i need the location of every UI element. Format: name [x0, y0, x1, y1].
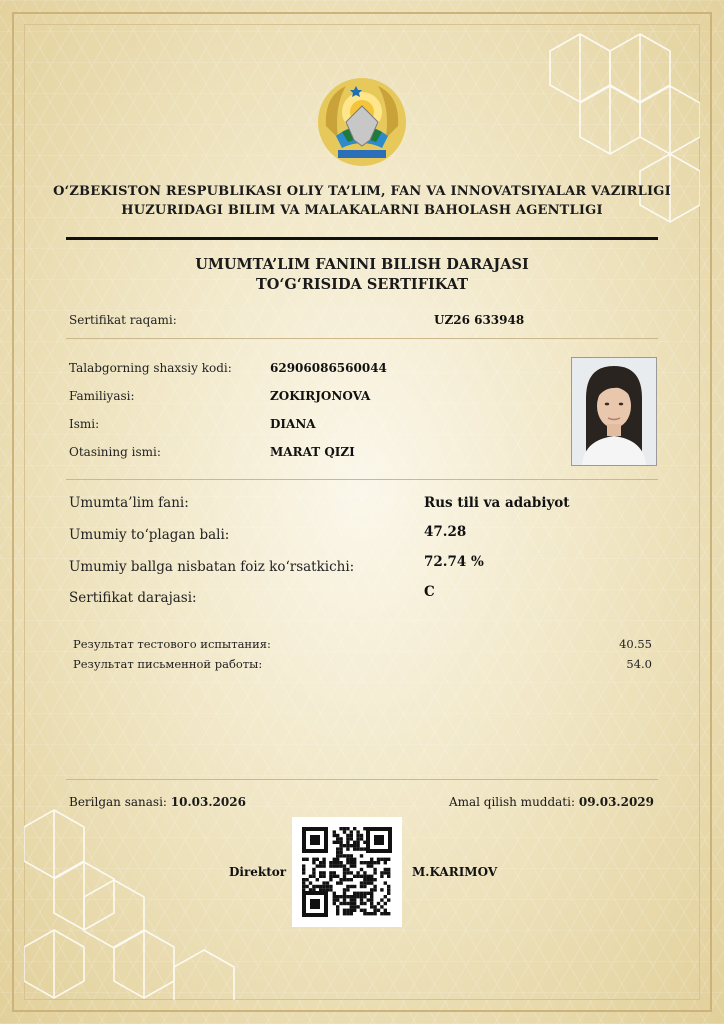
certificate-number-label: Sertifikat raqami: [69, 313, 177, 327]
issued-value: 10.03.2026 [170, 795, 246, 809]
level-label: Sertifikat darajasi: [69, 590, 197, 606]
test-result-label: Результат тестового испытания: [73, 637, 271, 651]
certificate-title-line-1: UMUMTA’LIM FANINI BILISH DARAJASI [195, 256, 529, 273]
pin-label: Talabgorning shaxsiy kodi: [69, 361, 232, 375]
qr-code-icon[interactable] [292, 817, 402, 927]
certificate-title-line-2: TO‘G‘RISIDA SERTIFIKAT [255, 276, 469, 293]
ministry-line-1: O‘ZBEKISTON RESPUBLIKASI OLIY TA’LIM, FAN VA INNOVATSIYALAR VAZIRLIGI [53, 184, 671, 199]
portrait-photo [571, 357, 657, 466]
valid-date [449, 795, 654, 809]
score-label: Umumiy to‘plagan bali: [69, 527, 230, 543]
percent-label: Umumiy ballga nisbatan foiz ko‘rsatkichi: [69, 559, 355, 575]
subject-label: Umumta’lim fani: [69, 495, 189, 511]
subject-value: Rus tili va adabiyot [424, 495, 570, 511]
patronymic-label: Otasining ismi: [69, 445, 161, 459]
ministry-line-2: HUZURIDAGI BILIM VA MALAKALARNI BAHOLASH AGENTLIGI [121, 203, 603, 218]
director-label: Direktor [229, 865, 287, 879]
valid-value: 09.03.2029 [578, 795, 654, 809]
surname-label: Familiyasi: [69, 389, 135, 403]
test-result-value: 40.55 [619, 637, 652, 651]
header-divider [66, 237, 658, 240]
state-emblem-icon [316, 76, 408, 168]
issued-label: Berilgan sanasi: [69, 795, 167, 809]
name-value: DIANA [270, 417, 316, 431]
certificate-number-value: UZ26 633948 [434, 313, 525, 327]
score-value: 47.28 [424, 524, 467, 540]
valid-label: Amal qilish muddati: [448, 795, 576, 809]
name-label: Ismi: [69, 417, 100, 431]
issued-date [69, 795, 246, 809]
divider-1 [66, 338, 658, 339]
written-result-value: 54.0 [626, 657, 652, 671]
corner-ornament-bottom-left [24, 800, 244, 1000]
director-name: M.KARIMOV [412, 865, 498, 879]
pin-value: 62906086560044 [270, 361, 387, 375]
divider-3 [66, 779, 658, 780]
written-result-label: Результат письменной работы: [73, 657, 263, 671]
divider-2 [66, 479, 658, 480]
patronymic-value: MARAT QIZI [270, 445, 355, 459]
surname-value: ZOKIRJONOVA [270, 389, 371, 403]
percent-value: 72.74 % [424, 554, 484, 570]
level-value: C [424, 584, 435, 600]
